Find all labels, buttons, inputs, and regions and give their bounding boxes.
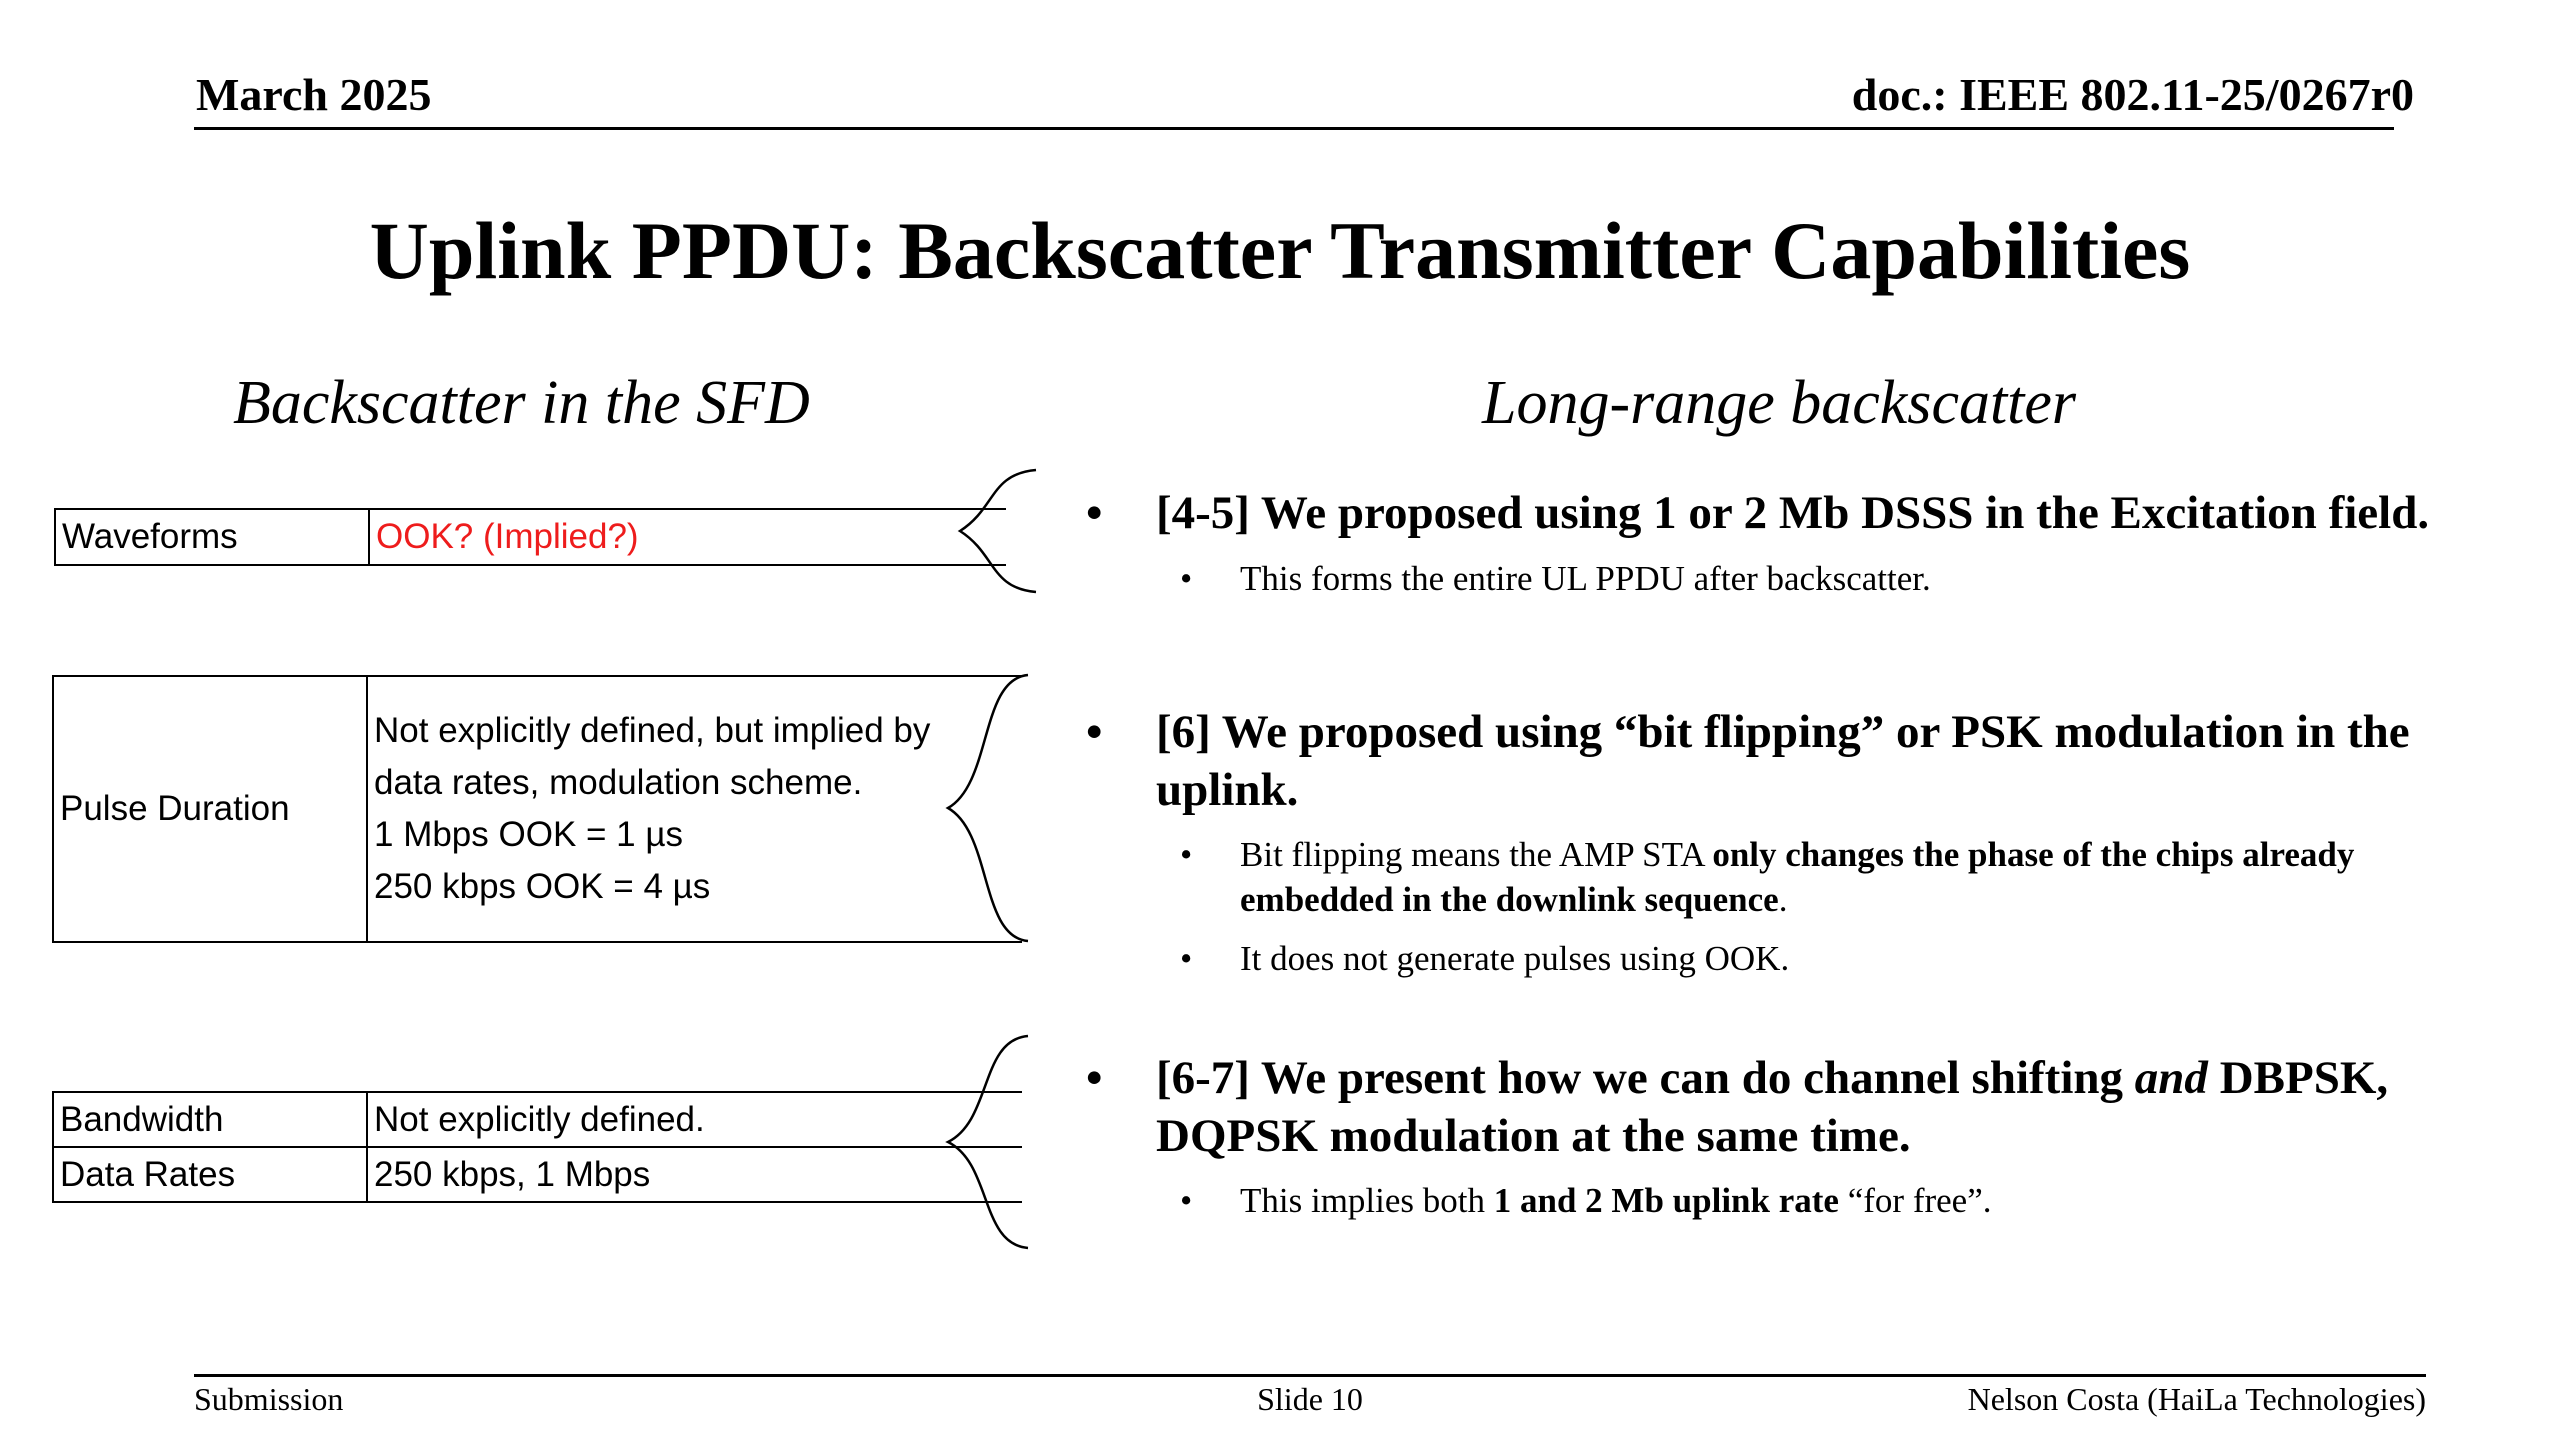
bullet-dot: • [1086, 487, 1103, 539]
bullet-3-sub-1-bold: 1 and 2 Mb uplink rate [1493, 1181, 1839, 1220]
data-rates-value: 250 kbps, 1 Mbps [366, 1148, 1022, 1201]
table-row [54, 1093, 1022, 1146]
bullet-dot: • [1180, 835, 1193, 874]
pulse-duration-value [366, 677, 1022, 941]
bullet-3-sub-1-text [1240, 1178, 2490, 1223]
bullet-3-sub-1-post: “for free”. [1838, 1181, 1992, 1220]
table-row [54, 1146, 1022, 1201]
bandwidth-value: Not explicitly defined. [366, 1093, 1022, 1146]
footer-submission: Submission [194, 1381, 344, 1417]
pulse-duration-line: 1 Mbps OOK = 1 µs [374, 815, 684, 854]
waveforms-table [54, 508, 1006, 566]
pulse-duration-table [52, 675, 1022, 943]
bullet-2-sub-1-text [1240, 832, 2490, 922]
curly-brace-2 [940, 673, 1040, 943]
bullet-2-sub-1-pre: Bit flipping means the AMP STA [1240, 835, 1713, 874]
waveforms-value: OOK? (Implied?) [368, 510, 1006, 564]
left-subtitle: Backscatter in the SFD [233, 369, 810, 437]
footer-divider [194, 1374, 2426, 1377]
bullet-dot: • [1086, 706, 1103, 758]
bullet-dot: • [1180, 559, 1193, 598]
bullet-2-sub-1-bold: only changes the phase of the chips already embedded in the downlink sequence [1240, 835, 2355, 919]
pulse-duration-line: Not explicitly defined, but implied by [374, 711, 931, 750]
bullet-1-sub-1-text: This forms the entire UL PPDU after backscatter. [1240, 559, 1931, 598]
bullet-2-text: [6] We proposed using “bit flipping” or PSK modulation in the uplink. [1156, 706, 2410, 816]
bullet-3-em: and [2134, 1052, 2208, 1104]
pulse-duration-line: 250 kbps OOK = 4 µs [374, 867, 711, 906]
bullet-2-sub-1-post: . [1778, 880, 1788, 919]
header-divider [194, 127, 2394, 130]
header-doc-id: doc.: IEEE 802.11-25/0267r0 [1851, 69, 2414, 120]
bullet-3-pre: [6-7] We present how we can do channel shifting [1156, 1052, 2135, 1104]
bullet-1-text: [4-5] We proposed using 1 or 2 Mb DSSS in the Excitation field. [1156, 487, 2430, 539]
bandwidth-rates-table [52, 1091, 1022, 1203]
slide-title: Uplink PPDU: Backscatter Transmitter Capabilities [369, 205, 2191, 296]
curly-brace-1 [950, 468, 1050, 594]
right-subtitle: Long-range backscatter [1482, 369, 2077, 437]
bullet-3-sub-1-pre: This implies both [1240, 1181, 1494, 1220]
header-date: March 2025 [196, 69, 432, 120]
bandwidth-label: Bandwidth [60, 1099, 224, 1139]
table-row [56, 510, 1006, 564]
data-rates-label: Data Rates [60, 1154, 236, 1194]
bullet-dot: • [1180, 939, 1193, 978]
bullet-3-post: DBPSK, DQPSK modulation at the same time. [1156, 1052, 2389, 1162]
bullet-dot: • [1086, 1052, 1103, 1104]
footer-slide-number: Slide 10 [1257, 1381, 1363, 1417]
waveforms-label: Waveforms [62, 517, 238, 556]
bullet-2-sub-2-text: It does not generate pulses using OOK. [1240, 939, 1790, 978]
bullet-dot: • [1180, 1181, 1193, 1220]
curly-brace-3 [940, 1034, 1040, 1250]
table-row [54, 677, 1022, 941]
bullet-3-text [1156, 1049, 2496, 1165]
footer-author: Nelson Costa (HaiLa Technologies) [1967, 1381, 2426, 1417]
pulse-duration-label: Pulse Duration [60, 789, 290, 828]
pulse-duration-line: data rates, modulation scheme. [374, 763, 863, 802]
